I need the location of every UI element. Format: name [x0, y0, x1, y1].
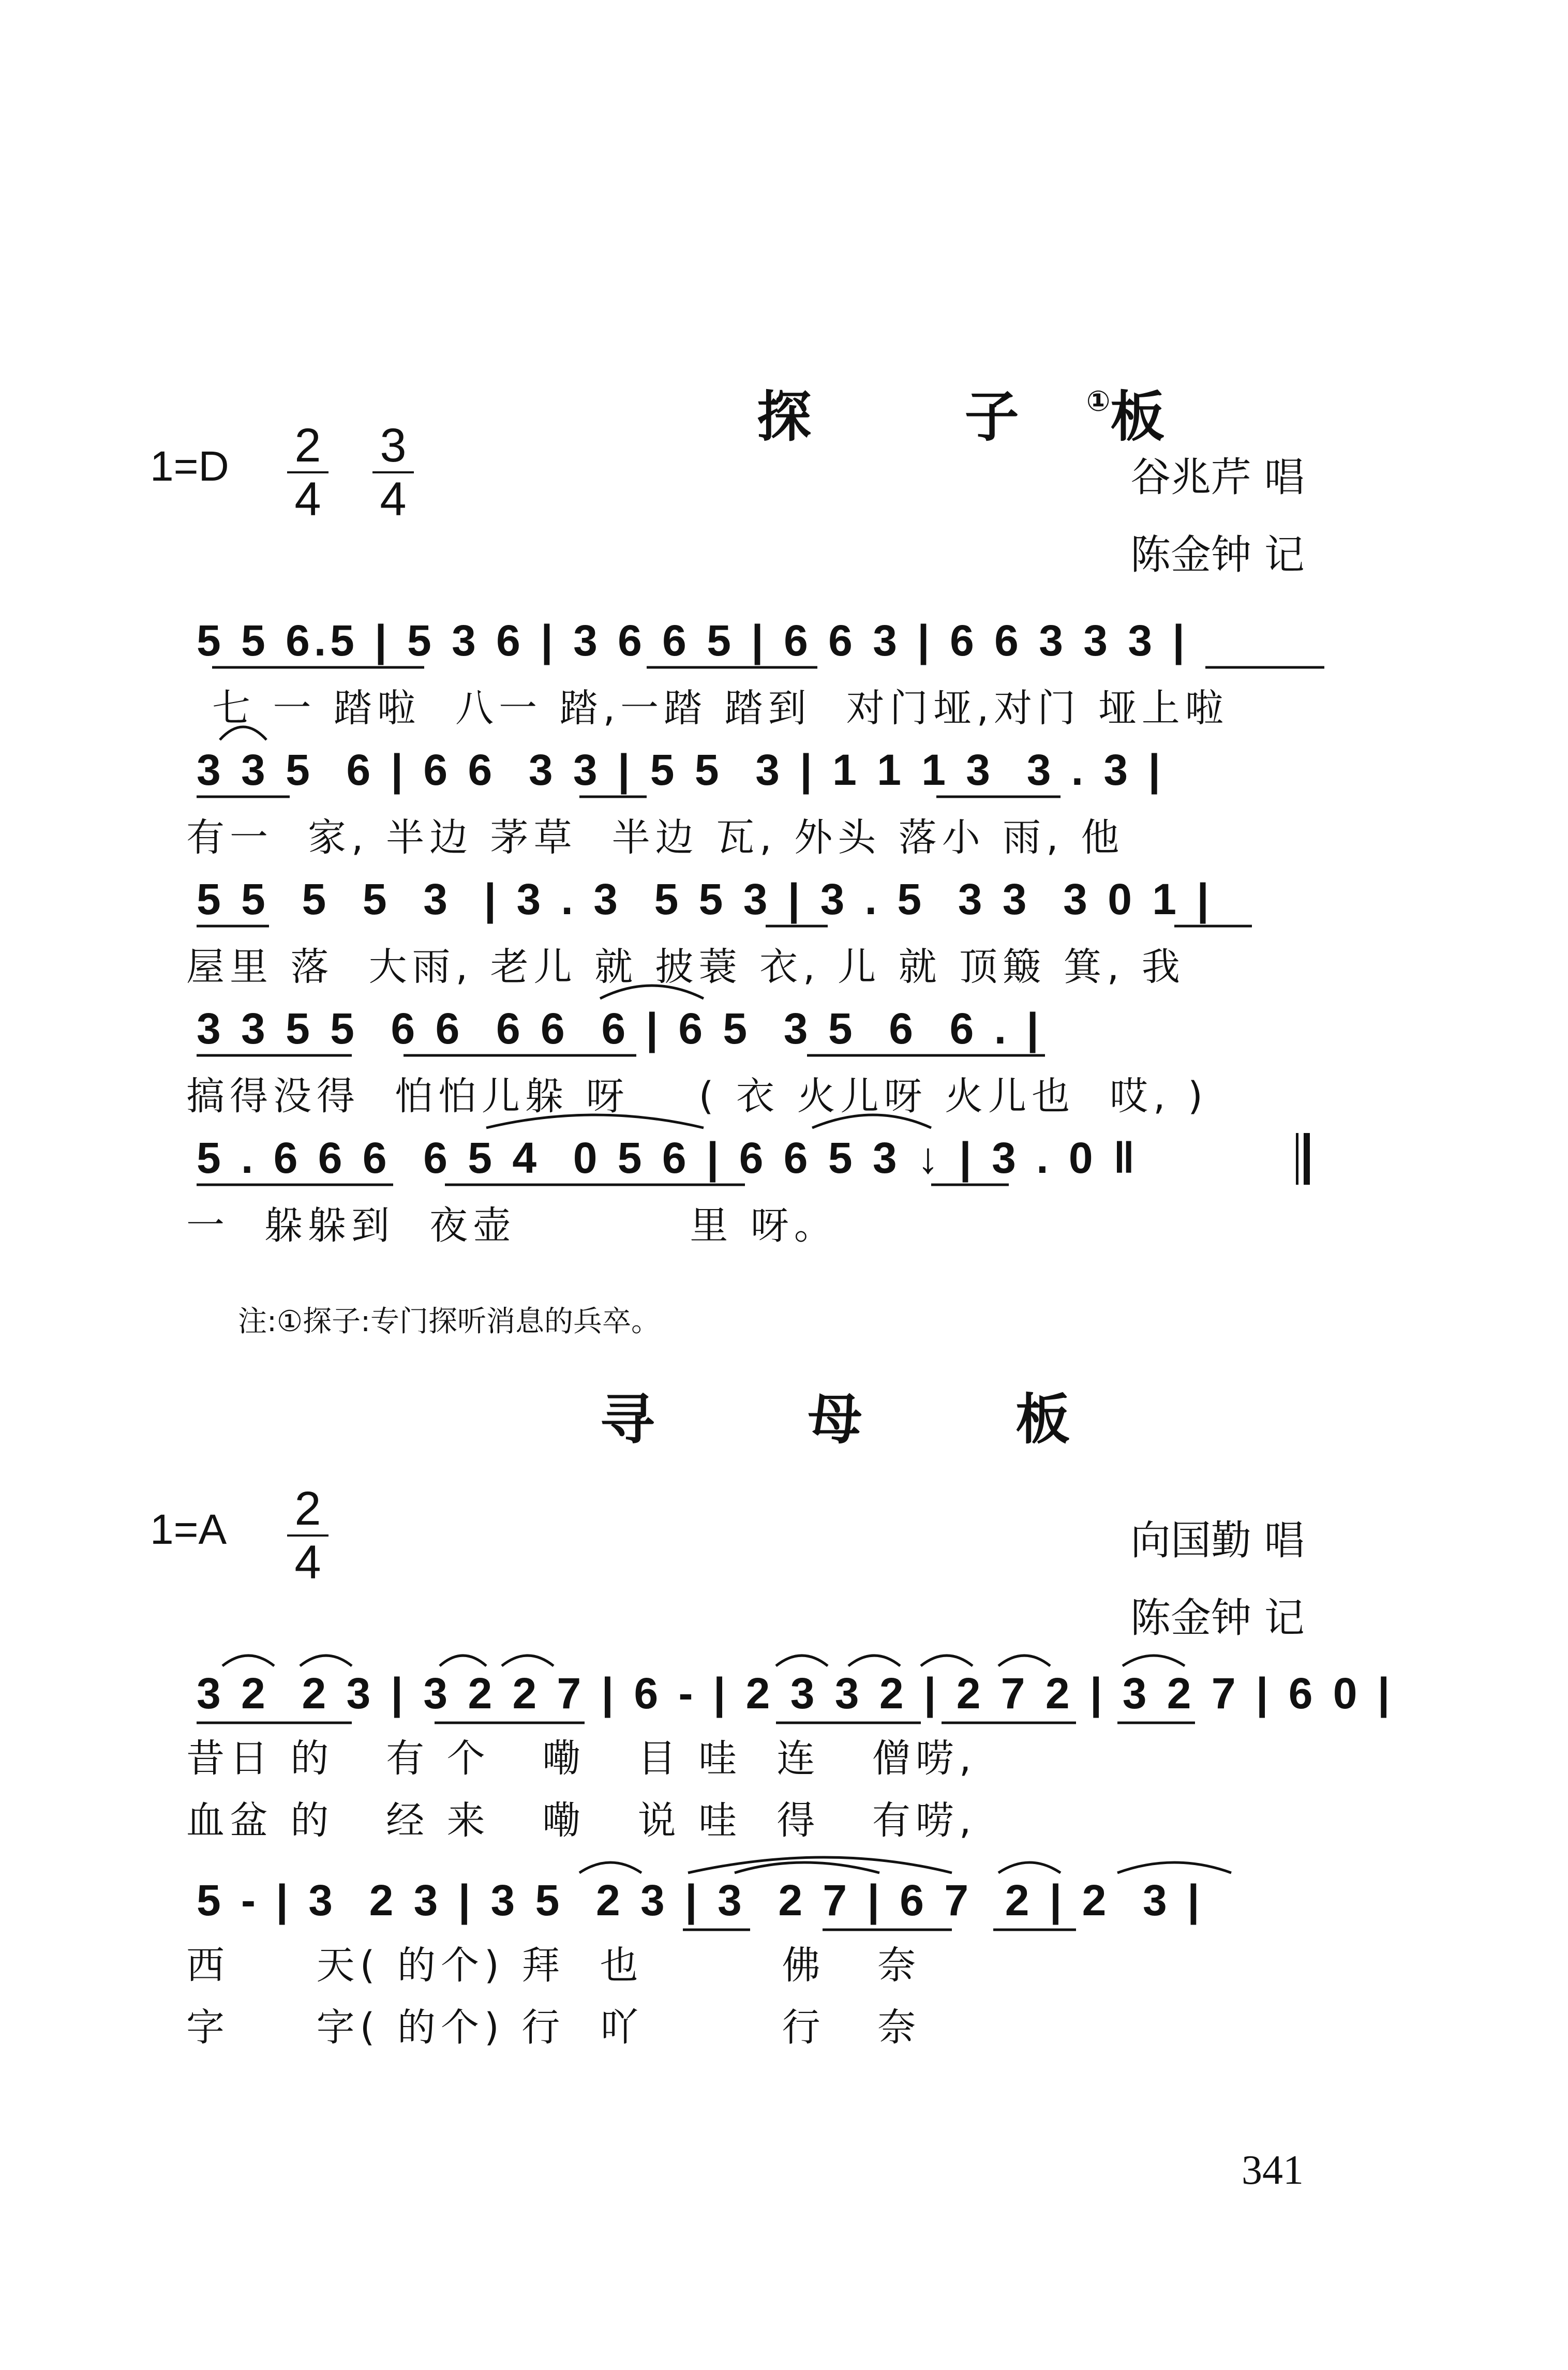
song1-singer: 谷兆芹 唱: [1130, 454, 1305, 501]
lyric-row: 字 字( 的个) 行 吖 行 奈: [186, 2005, 921, 2050]
lyric-row: 搞得没得 怕怕儿躲 呀 ( 衣 火儿呀 火儿也 哎, ): [186, 1074, 1208, 1119]
lyric-row: 一 躲躲到 夜壶 里 呀。: [186, 1203, 838, 1248]
score-row: 3 3 5 5 6 6 6 6 6 | 6 5 3 5 6 6 . |: [197, 1004, 1043, 1053]
song2-recorder: 陈金钟 记: [1130, 1595, 1305, 1642]
score-row: 3 3 5 6 | 6 6 3 3 | 5 5 3 | 1 1 1 3 3 . 3 |: [197, 746, 1164, 794]
lyric-row: 血盆 的 经 来 嘞 说 哇 得 有唠,: [186, 1798, 977, 1843]
song2-singer: 向国勤 唱: [1130, 1517, 1305, 1564]
lyric-row: 昔日 的 有 个 嘞 目 哇 连 僧唠,: [186, 1736, 977, 1781]
song2-time-denominator: 4: [294, 1536, 321, 1589]
score-row: 5 . 6 6 6 6 5 4 0 5 6 | 6 6 5 3 ↓ | 3 . 0 ‖: [197, 1134, 1139, 1182]
score-row: 3 2 2 3 | 3 2 2 7 | 6 - | 2 3 3 2 | 2 7 2 | 3 2 7 | 6 0 |: [197, 1669, 1394, 1718]
lyric-row: 七 一 踏啦 八一 踏,一踏 踏到 对门垭,对门 垭上啦: [212, 686, 1229, 731]
song2-time-numerator: 2: [294, 1482, 321, 1535]
song1-recorder: 陈金钟 记: [1130, 532, 1305, 578]
footnote-marker: ①: [1086, 384, 1111, 418]
time2-numerator: 3: [380, 419, 407, 472]
time1-denominator: 4: [294, 473, 321, 526]
song1-key: 1=D: [150, 443, 229, 490]
song1-title-text: 探 子: [757, 385, 1086, 449]
time1-numerator: 2: [294, 419, 321, 472]
beam-lines: [197, 667, 1324, 1930]
footnote: 注:①探子:专门探听消息的兵卒。: [238, 1305, 660, 1338]
lyric-row: 屋里 落 大雨, 老儿 就 披蓑 衣, 儿 就 顶簸 箕, 我: [186, 945, 1185, 989]
score-row: 5 5 5 5 3 | 3 . 3 5 5 3 | 3 . 5 3 3 3 0 1 |: [197, 875, 1213, 923]
slur-marks: [220, 727, 1231, 1873]
page-number: 341: [1242, 2148, 1304, 2193]
song1-title-end: 板: [1110, 385, 1232, 449]
score-row: 5 5 6.5 | 5 3 6 | 3 6 6 5 | 6 6 3 | 6 6 3 3 3 |: [197, 616, 1189, 665]
song2-key: 1=A: [150, 1506, 227, 1553]
score-row: 5 - | 3 2 3 | 3 5 2 3 | 3 2 7 | 6 7 2 | 2 3 |: [197, 1876, 1204, 1925]
lyric-row: 有一 家, 半边 茅草 半边 瓦, 外头 落小 雨, 他: [186, 815, 1125, 860]
song2-title: 寻 母 板: [600, 1388, 1138, 1451]
lyric-row: 西 天( 的个) 拜 也 佛 奈: [186, 1943, 921, 1988]
time2-denominator: 4: [380, 473, 407, 526]
